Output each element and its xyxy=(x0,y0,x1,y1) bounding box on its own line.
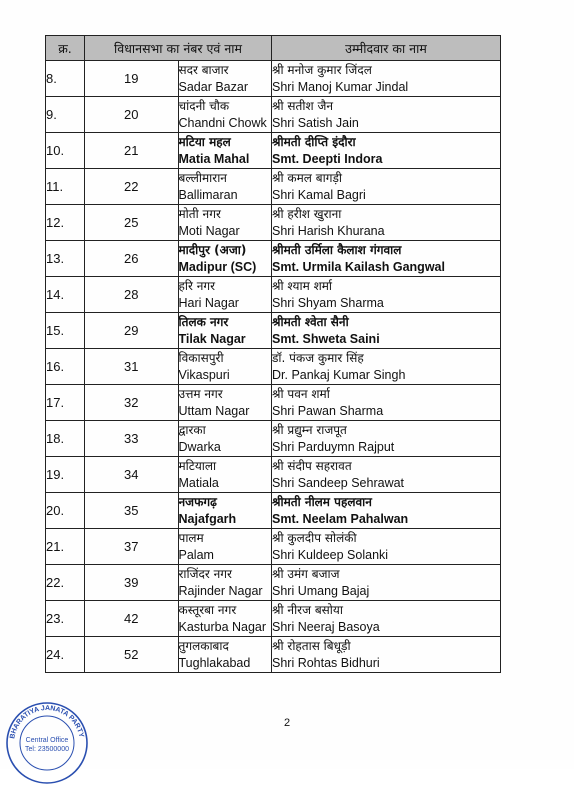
table-row xyxy=(46,421,501,457)
candidate-name-cell xyxy=(272,97,501,133)
table-row xyxy=(46,637,501,673)
candidate-name-cell xyxy=(272,277,501,313)
page-number: 2 xyxy=(283,717,291,729)
header-constituency: विधानसभा का नंबर एवं नाम xyxy=(85,36,272,61)
constituency-name-hindi: तिलक नगर xyxy=(178,315,229,329)
serial-cell: 23. xyxy=(46,601,85,637)
candidate-name-hindi: श्री हरीश खुराना xyxy=(272,207,342,221)
constituency-name-english: Tilak Nagar xyxy=(178,332,246,346)
constituency-name-cell xyxy=(178,385,272,421)
constituency-number-cell: 42 xyxy=(85,601,179,637)
serial-cell: 20. xyxy=(46,493,85,529)
candidate-name-cell xyxy=(272,421,501,457)
constituency-number-cell: 21 xyxy=(85,133,179,169)
candidate-name-english: Shri Harish Khurana xyxy=(272,224,385,238)
header-serial: क्र. xyxy=(46,36,85,61)
constituency-name-cell xyxy=(178,529,272,565)
constituency-name-hindi: मटियाला xyxy=(178,459,217,473)
constituency-name-hindi: मोती नगर xyxy=(178,207,221,221)
constituency-name-english: Ballimaran xyxy=(178,188,238,202)
candidate-name-english: Shri Parduymn Rajput xyxy=(272,440,395,454)
candidate-name-cell xyxy=(272,385,501,421)
table-row xyxy=(46,61,501,97)
candidate-name-cell xyxy=(272,529,501,565)
constituency-name-cell xyxy=(178,169,272,205)
table-row xyxy=(46,169,501,205)
constituency-name-hindi: कस्तूरबा नगर xyxy=(178,603,237,617)
candidate-name-english: Smt. Deepti Indora xyxy=(272,152,383,166)
candidate-name-cell xyxy=(272,313,501,349)
constituency-number-cell: 35 xyxy=(85,493,179,529)
constituency-name-english: Rajinder Nagar xyxy=(178,584,263,598)
constituency-number-cell: 33 xyxy=(85,421,179,457)
serial-cell: 14. xyxy=(46,277,85,313)
candidate-name-hindi: श्रीमती उर्मिला कैलाश गंगवाल xyxy=(272,243,402,257)
serial-cell: 9. xyxy=(46,97,85,133)
table-row xyxy=(46,385,501,421)
table-row xyxy=(46,205,501,241)
header-candidate: उम्मीदवार का नाम xyxy=(272,36,501,61)
candidate-name-english: Shri Sandeep Sehrawat xyxy=(272,476,405,490)
constituency-name-english: Sadar Bazar xyxy=(178,80,248,94)
constituency-name-english: Madipur (SC) xyxy=(178,260,257,274)
constituency-name-cell xyxy=(178,97,272,133)
constituency-name-english: Matia Mahal xyxy=(178,152,250,166)
constituency-name-hindi: बल्लीमारान xyxy=(178,171,227,185)
candidate-name-hindi: श्री पवन शर्मा xyxy=(272,387,330,401)
constituency-name-hindi: सदर बाजार xyxy=(178,63,229,77)
constituency-name-cell xyxy=(178,349,272,385)
candidate-name-english: Smt. Neelam Pahalwan xyxy=(272,512,409,526)
constituency-name-english: Chandni Chowk xyxy=(178,116,267,130)
constituency-name-english: Uttam Nagar xyxy=(178,404,250,418)
constituency-name-hindi: द्वारका xyxy=(178,423,206,437)
candidate-name-hindi: श्री कमल बागड़ी xyxy=(272,171,343,185)
constituency-name-hindi: उत्तम नगर xyxy=(178,387,223,401)
candidate-name-hindi: श्रीमती दीप्ति इंदौरा xyxy=(272,135,356,149)
serial-cell: 13. xyxy=(46,241,85,277)
constituency-name-hindi: हरि नगर xyxy=(178,279,216,293)
constituency-name-cell xyxy=(178,457,272,493)
table-header-row xyxy=(46,36,501,61)
serial-cell: 8. xyxy=(46,61,85,97)
constituency-name-hindi: मटिया महल xyxy=(178,135,231,149)
table-row xyxy=(46,97,501,133)
candidate-name-english: Shri Kuldeep Solanki xyxy=(272,548,389,562)
constituency-name-cell xyxy=(178,313,272,349)
constituency-number-cell: 31 xyxy=(85,349,179,385)
table-row xyxy=(46,529,501,565)
candidate-name-cell xyxy=(272,169,501,205)
candidate-name-hindi: श्रीमती श्वेता सैनी xyxy=(272,315,349,329)
constituency-name-cell xyxy=(178,601,272,637)
constituency-number-cell: 29 xyxy=(85,313,179,349)
table-row xyxy=(46,277,501,313)
serial-cell: 18. xyxy=(46,421,85,457)
constituency-name-english: Moti Nagar xyxy=(178,224,240,238)
candidate-name-english: Shri Shyam Sharma xyxy=(272,296,384,310)
constituency-name-cell xyxy=(178,277,272,313)
serial-cell: 11. xyxy=(46,169,85,205)
constituency-name-cell xyxy=(178,493,272,529)
constituency-name-english: Hari Nagar xyxy=(178,296,239,310)
constituency-name-cell xyxy=(178,637,272,673)
constituency-name-cell xyxy=(178,241,272,277)
constituency-name-cell xyxy=(178,421,272,457)
constituency-name-hindi: राजिंदर नगर xyxy=(178,567,232,581)
table-body xyxy=(46,61,501,673)
table-row xyxy=(46,457,501,493)
table-row xyxy=(46,349,501,385)
candidate-name-english: Smt. Shweta Saini xyxy=(272,332,380,346)
constituency-number-cell: 37 xyxy=(85,529,179,565)
constituency-name-cell xyxy=(178,61,272,97)
serial-cell: 15. xyxy=(46,313,85,349)
constituency-name-cell xyxy=(178,133,272,169)
table-row xyxy=(46,133,501,169)
constituency-number-cell: 52 xyxy=(85,637,179,673)
candidate-name-cell xyxy=(272,205,501,241)
constituency-number-cell: 32 xyxy=(85,385,179,421)
candidate-name-english: Dr. Pankaj Kumar Singh xyxy=(272,368,406,382)
constituency-number-cell: 28 xyxy=(85,277,179,313)
serial-cell: 19. xyxy=(46,457,85,493)
candidate-name-hindi: श्रीमती नीलम पहलवान xyxy=(272,495,372,509)
candidate-name-hindi: श्री कुलदीप सोलंकी xyxy=(272,531,357,545)
candidate-name-cell xyxy=(272,457,501,493)
svg-text:BHARATIYA JANATA PARTY: BHARATIYA JANATA PARTY xyxy=(9,704,85,740)
constituency-number-cell: 39 xyxy=(85,565,179,601)
constituency-name-english: Dwarka xyxy=(178,440,221,454)
constituency-name-hindi: विकासपुरी xyxy=(178,351,224,365)
party-seal-stamp xyxy=(4,700,90,786)
constituency-name-hindi: चांदनी चौक xyxy=(178,99,230,113)
constituency-number-cell: 22 xyxy=(85,169,179,205)
candidate-name-english: Shri Umang Bajaj xyxy=(272,584,370,598)
constituency-name-hindi: तुगलकाबाद xyxy=(178,639,229,653)
constituency-name-hindi: पालम xyxy=(178,531,204,545)
constituency-name-english: Vikaspuri xyxy=(178,368,230,382)
serial-cell: 24. xyxy=(46,637,85,673)
candidate-name-english: Shri Neeraj Basoya xyxy=(272,620,380,634)
table-row xyxy=(46,601,501,637)
candidate-name-cell xyxy=(272,133,501,169)
table-row xyxy=(46,565,501,601)
candidate-name-cell xyxy=(272,241,501,277)
constituency-name-english: Najafgarh xyxy=(178,512,237,526)
candidate-name-english: Shri Rohtas Bidhuri xyxy=(272,656,380,670)
candidate-table xyxy=(45,35,501,673)
candidate-name-cell xyxy=(272,493,501,529)
table-row xyxy=(46,241,501,277)
candidate-name-hindi: श्री संदीप सहरावत xyxy=(272,459,352,473)
candidate-name-english: Smt. Urmila Kailash Gangwal xyxy=(272,260,445,274)
candidate-name-hindi: श्री श्याम शर्मा xyxy=(272,279,333,293)
candidate-name-cell xyxy=(272,61,501,97)
candidate-name-hindi: श्री नीरज बसोया xyxy=(272,603,343,617)
constituency-number-cell: 19 xyxy=(85,61,179,97)
constituency-name-english: Palam xyxy=(178,548,214,562)
serial-cell: 10. xyxy=(46,133,85,169)
constituency-name-hindi: नजफगढ़ xyxy=(178,495,217,509)
candidate-name-cell xyxy=(272,565,501,601)
serial-cell: 21. xyxy=(46,529,85,565)
serial-cell: 17. xyxy=(46,385,85,421)
candidate-name-hindi: श्री प्रद्युम्न राजपूत xyxy=(272,423,347,437)
svg-text:Central Office: Central Office xyxy=(25,737,69,744)
constituency-number-cell: 34 xyxy=(85,457,179,493)
candidate-name-english: Shri Kamal Bagri xyxy=(272,188,366,202)
constituency-name-hindi: मादीपुर (अजा) xyxy=(178,243,247,257)
candidate-name-cell xyxy=(272,637,501,673)
table-row xyxy=(46,493,501,529)
constituency-name-cell xyxy=(178,565,272,601)
candidate-name-cell xyxy=(272,601,501,637)
table-row xyxy=(46,313,501,349)
serial-cell: 16. xyxy=(46,349,85,385)
svg-text:Tel: 23500000: Tel: 23500000 xyxy=(25,746,69,753)
candidate-name-english: Shri Manoj Kumar Jindal xyxy=(272,80,409,94)
candidate-name-hindi: श्री रोहतास बिधूड़ी xyxy=(272,639,351,653)
constituency-number-cell: 25 xyxy=(85,205,179,241)
serial-cell: 22. xyxy=(46,565,85,601)
constituency-name-cell xyxy=(178,205,272,241)
constituency-name-english: Matiala xyxy=(178,476,219,490)
candidate-name-english: Shri Satish Jain xyxy=(272,116,359,130)
candidate-name-hindi: श्री मनोज कुमार जिंदल xyxy=(272,63,372,77)
candidate-name-cell xyxy=(272,349,501,385)
candidate-name-hindi: श्री उमंग बजाज xyxy=(272,567,340,581)
candidate-name-hindi: डॉ. पंकज कुमार सिंह xyxy=(272,351,364,365)
constituency-number-cell: 20 xyxy=(85,97,179,133)
serial-cell: 12. xyxy=(46,205,85,241)
constituency-name-english: Tughlakabad xyxy=(178,656,251,670)
candidate-name-english: Shri Pawan Sharma xyxy=(272,404,384,418)
candidate-name-hindi: श्री सतीश जैन xyxy=(272,99,334,113)
constituency-name-english: Kasturba Nagar xyxy=(178,620,267,634)
constituency-number-cell: 26 xyxy=(85,241,179,277)
